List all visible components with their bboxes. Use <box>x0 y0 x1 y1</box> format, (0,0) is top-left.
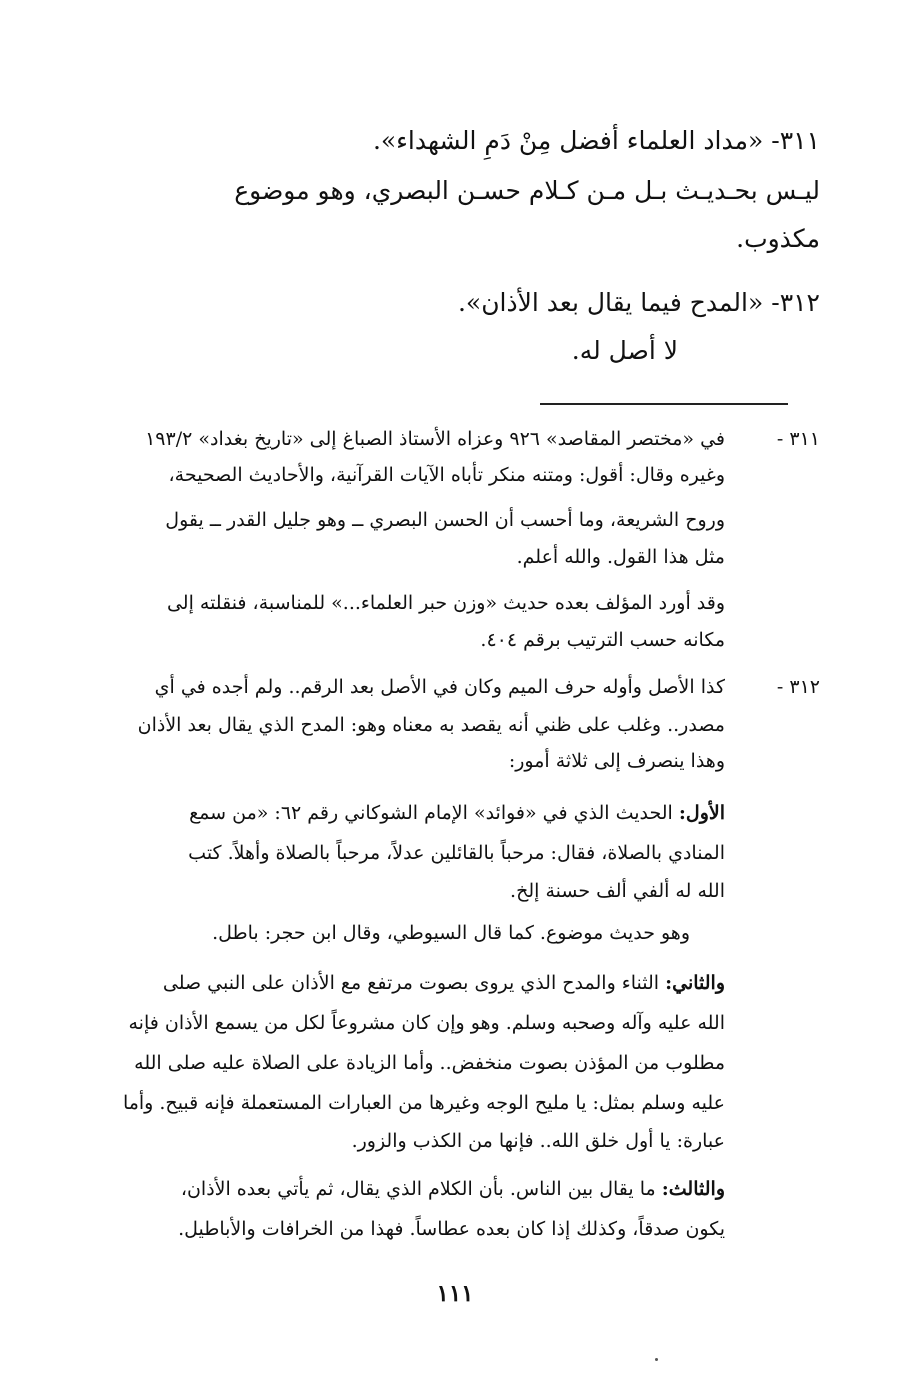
point-text: ما يقال بين الناس. بأن الكلام الذي يقال، ثم يأتي بعده الأذان، <box>180 1178 656 1200</box>
footnote-line: مثل هذا القول. والله أعلم. <box>516 546 725 568</box>
point-first-note: وهو حديث موضوع. كما قال السيوطي، وقال ابن حجر: باطل. <box>212 922 690 944</box>
point-second-line: عليه وسلم بمثل: يا مليح الوجه وغيرها من العبارات المستعملة فإنه قبيح. وأما <box>122 1092 725 1114</box>
point-second-line: عبارة: يا أول خلق الله.. فإنها من الكذب والزور. <box>351 1130 725 1152</box>
point-label: والثاني: <box>665 972 725 994</box>
footnote-line: وهذا ينصرف إلى ثلاثة أمور: <box>508 750 725 772</box>
point-first-line: المنادي بالصلاة، فقال: مرحباً بالقائلين عدلاً، مرحباً بالصلاة وأهلاً. كتب <box>188 842 725 864</box>
footnote-divider <box>540 403 788 405</box>
scan-speck <box>655 1358 658 1361</box>
footnote-line: كذا الأصل وأوله حرف الميم وكان في الأصل بعد الرقم.. ولم أجده في أي <box>154 676 725 698</box>
point-second-line: مطلوب من المؤذن بصوت منخفض.. وأما الزيادة على الصلاة عليه صلى الله <box>134 1052 725 1074</box>
entry-311-body-line: ليـس بحـديـث بـل مـن كـلام حسـن البصري، وهو موضوع <box>234 176 820 205</box>
entry-312-heading <box>100 284 820 322</box>
entry-text: «مداد العلماء أفضل مِنْ دَمِ الشهداء». <box>372 126 764 155</box>
point-second-line <box>115 968 725 998</box>
footnote-311-number: ٣١١ - <box>776 428 820 450</box>
footnote-312-number: ٣١٢ - <box>776 676 820 698</box>
point-second-line: الله عليه وآله وصحبه وسلم. وهو وإن كان مشروعاً لكل من يسمع الأذان فإنه <box>128 1012 725 1034</box>
footnote-line: وقد أورد المؤلف بعده حديث «وزن حبر العلماء...» للمناسبة، فنقلته إلى <box>166 592 725 614</box>
point-third-line <box>115 1174 725 1204</box>
footnote-line: مصدر.. وغلب على ظني أنه يقصد به معناه وهو: المدح الذي يقال بعد الأذان <box>137 714 725 736</box>
entry-311-heading <box>100 122 820 160</box>
page-number: ١١١ <box>436 1280 474 1307</box>
entry-text: «المدح فيما يقال بعد الأذان». <box>457 288 764 317</box>
point-label: الأول: <box>678 802 725 824</box>
footnote-line: في «مختصر المقاصد» ٩٢٦ وعزاه الأستاذ الصباغ إلى «تاريخ بغداد» ١٩٣/٢ <box>145 428 725 450</box>
footnote-line: مكانه حسب الترتيب برقم ٤٠٤. <box>480 629 725 651</box>
point-text: الحديث الذي في «فوائد» الإمام الشوكاني رقم ٦٢: «من سمع <box>189 802 673 824</box>
point-third-line: يكون صدقاً، وكذلك إذا كان بعده عطاساً. فهذا من الخرافات والأباطيل. <box>178 1218 725 1240</box>
entry-number: ٣١١- <box>771 126 820 155</box>
point-first-line: الله له ألفي ألف حسنة إلخ. <box>510 880 725 902</box>
footnote-line: وروح الشريعة، وما أحسب أن الحسن البصري ــ وهو جليل القدر ــ يقول <box>165 509 725 531</box>
entry-311-body-line: مكذوب. <box>736 224 820 253</box>
point-text: الثناء والمدح الذي يروى بصوت مرتفع مع الأذان على النبي صلى <box>162 972 660 994</box>
footnote-line: وغيره وقال: أقول: ومتنه منكر تأباه الآيات القرآنية، والأحاديث الصحيحة، <box>168 464 725 486</box>
point-first-line <box>115 798 725 828</box>
entry-312-body-line: لا أصل له. <box>571 336 678 365</box>
entry-number: ٣١٢- <box>771 288 820 317</box>
point-label: والثالث: <box>661 1178 725 1200</box>
